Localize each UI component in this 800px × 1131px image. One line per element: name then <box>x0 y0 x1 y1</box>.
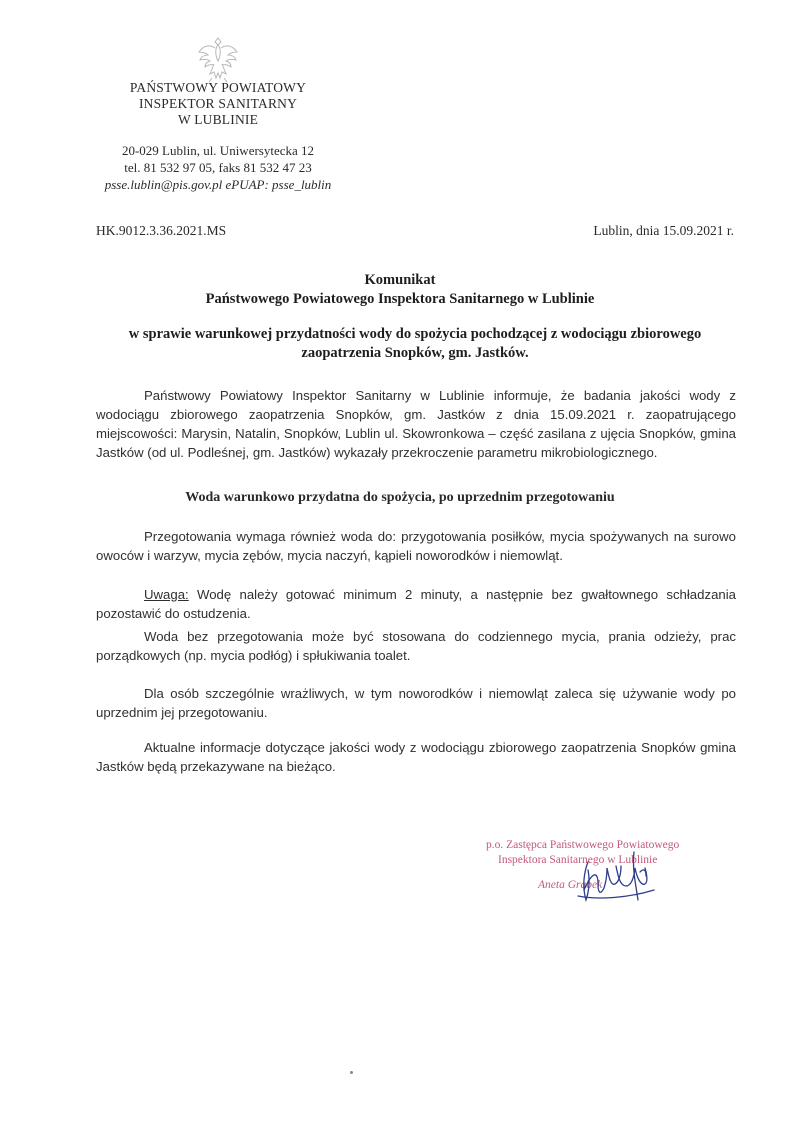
institution-line-2: INSPEKTOR SANITARNY <box>138 96 298 111</box>
stamp-line-2: Inspektora Sanitarnego w Lublinie <box>498 854 658 866</box>
paragraph-usage <box>96 627 736 665</box>
paragraph-1-text: Państwowy Powiatowy Inspektor Sanitarny w Lublinie informuje, że badania jakości wody z wodociągu zbiorowego zaopatrzenia Snopków, gm. Jastków z dnia 15.09.2021 r. zaopatrującego miejscowości: Marysin, Natalin, Snopków, Lublin ul. Skowronkowa – część zasilana z ujęcia Snopków, gmina Jastków (od ul. Podleśnej, gm. Jastków) wykazały przekroczenie parametru mikrobiologicznego. <box>96 388 736 460</box>
paragraph-2-text: Przegotowania wymaga również woda do: przygotowania posiłków, mycia spożywanych na surowo owoców i warzyw, mycia zębów, mycia naczyń, kąpieli noworodków i niemowląt. <box>96 529 736 563</box>
paragraph-note <box>96 585 736 623</box>
institution-email: psse.lublin@pis.gov.pl ePUAP: psse_lublin <box>104 177 332 192</box>
stamp-line-1: p.o. Zastępca Państwowego Powiatowego <box>486 839 680 851</box>
institution-phone: tel. 81 532 97 05, faks 81 532 47 23 <box>124 160 312 175</box>
paragraph-3-text: Woda bez przegotowania może być stosowana do codziennego mycia, prania odzieży, prac porządkowych (np. mycia podłóg) i spłukiwania toalet. <box>96 629 736 663</box>
paragraph-sensitive-groups <box>96 684 736 722</box>
paragraph-updates <box>96 738 736 776</box>
eagle-emblem-icon <box>196 34 240 86</box>
scan-speck <box>350 1071 353 1074</box>
document-reference: HK.9012.3.36.2021.MS <box>96 223 227 238</box>
note-label: Uwaga: <box>144 587 189 602</box>
stamp-signatory-name: Aneta Grabek <box>538 879 603 891</box>
institution-line-1: PAŃSTWOWY POWIATOWY <box>129 80 307 95</box>
document-title-issuer: Państwowego Powiatowego Inspektora Sanitarnego w Lublinie <box>205 291 595 307</box>
institution-line-3: W LUBLINIE <box>177 112 259 127</box>
paragraph-announcement <box>96 386 736 462</box>
document-subject: w sprawie warunkowej przydatności wody do spożycia pochodzącej z wodociągu zbiorowego zaopatrzenia Snopków, gm. Jastków. <box>128 326 702 361</box>
handwritten-signature <box>558 842 678 922</box>
document-title: Komunikat <box>364 272 436 288</box>
warning-heading: Woda warunkowo przydatna do spożycia, po uprzednim przegotowaniu <box>185 490 615 505</box>
paragraph-boiling-requirements <box>96 527 736 565</box>
paragraph-4-text: Dla osób szczególnie wrażliwych, w tym noworodków i niemowląt zaleca się używanie wody po uprzednim jej przegotowaniu. <box>96 686 736 720</box>
institution-address: 20-029 Lublin, ul. Uniwersytecka 12 <box>121 143 315 158</box>
note-text: Wodę należy gotować minimum 2 minuty, a następnie bez gwałtownego schładzania pozostawić do ostudzenia. <box>96 587 736 621</box>
paragraph-5-text: Aktualne informacje dotyczące jakości wody z wodociągu zbiorowego zaopatrzenia Snopków gmina Jastków będą przekazywane na bieżąco. <box>96 740 736 774</box>
document-date: Lublin, dnia 15.09.2021 r. <box>593 223 734 238</box>
